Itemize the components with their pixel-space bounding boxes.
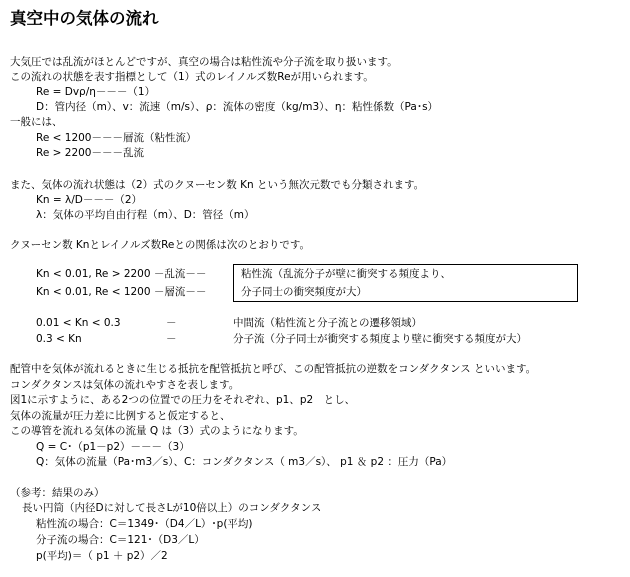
molecular-conductance: 分子流の場合：C＝121･（D3／L） bbox=[36, 534, 205, 546]
para3-line1: 配管中を気体が流れるときに生じる抵抗を配管抵抗と呼び、この配管抵抗の逆数をコンダクタンス といいます。 bbox=[10, 363, 537, 375]
reference-line1: 長い円筒（内径Dに対して長さLが10倍以上）のコンダクタンス bbox=[22, 502, 322, 514]
relation-row4-description: 分子流（分子同士が衝突する頻度より壁に衝突する頻度が大） bbox=[233, 333, 527, 345]
relation-row3-dash: － bbox=[166, 317, 177, 329]
para3-line4: 気体の流量が圧力差に比例すると仮定すると、 bbox=[10, 410, 231, 422]
knudsen-variables: λ：気体の平均自由行程（m）、D：管径（m） bbox=[36, 209, 255, 221]
laminar-condition: Re < 1200－－－層流（粘性流） bbox=[36, 132, 197, 144]
relation-row3-description: 中間流（粘性流と分子流との遷移領域） bbox=[233, 317, 422, 329]
relation-row3-condition: 0.01 < Kn < 0.3 bbox=[36, 317, 121, 329]
relation-row4-condition: 0.3 < Kn bbox=[36, 333, 82, 345]
turbulent-condition: Re > 2200－－－乱流 bbox=[36, 147, 144, 159]
viscous-box-line2: 分子同士の衝突頻度が大） bbox=[241, 286, 367, 298]
page-title: 真空中の気体の流れ bbox=[10, 9, 159, 28]
relation-intro: クヌーセン数 Knとレイノルズ数Reとの関係は次のとおりです。 bbox=[10, 239, 311, 251]
flow-formula: Q = C･（p1－p2）－－－（3） bbox=[36, 441, 190, 453]
relation-row1-condition: Kn < 0.01, Re > 2200 －乱流－－ bbox=[36, 268, 207, 280]
general-intro: 一般には、 bbox=[10, 116, 63, 128]
para1-line2: この流れの状態を表す指標として（1）式のレイノルズ数Reが用いられます。 bbox=[10, 71, 374, 83]
viscous-box-line1: 粘性流（乱流分子が壁に衝突する頻度より、 bbox=[241, 268, 451, 280]
relation-row4-dash: － bbox=[166, 333, 177, 345]
reynolds-variables: D：管内径（m）、v：流速（m/s）、ρ：流体の密度（kg/m3）、η：粘性係数（Pa･s） bbox=[36, 101, 439, 113]
para3-line2: コンダクタンスは気体の流れやすさを表します。 bbox=[10, 379, 240, 391]
para3-line5: この導管を流れる気体の流量 Q は（3）式のようになります。 bbox=[10, 425, 304, 437]
average-pressure: p(平均)＝（ p1 ＋ p2）／2 bbox=[36, 550, 168, 562]
relation-row2-condition: Kn < 0.01, Re < 1200 －層流－－ bbox=[36, 286, 207, 298]
viscous-conductance: 粘性流の場合：C＝1349･（D4／L）･p(平均) bbox=[36, 518, 253, 530]
para2-line1: また、気体の流れ状態は（2）式のクヌーセン数 Kn という無次元数でも分類されます。 bbox=[10, 179, 425, 191]
para3-line3: 図1に示すように、ある2つの位置での圧力をそれぞれ、p1、p2 とし、 bbox=[10, 394, 356, 406]
knudsen-formula: Kn = λ/D－－－（2） bbox=[36, 194, 143, 206]
flow-variables: Q：気体の流量（Pa･m3／s）、C：コンダクタンス（ m3／s）、 p1 ＆ p2 ：圧力（Pa） bbox=[36, 456, 453, 468]
reference-heading: （参考：結果のみ） bbox=[10, 487, 105, 499]
para1-line1: 大気圧では乱流がほとんどですが、真空の場合は粘性流や分子流を取り扱います。 bbox=[10, 56, 398, 68]
reynolds-formula: Re = Dvρ/η－－－（1） bbox=[36, 86, 156, 98]
